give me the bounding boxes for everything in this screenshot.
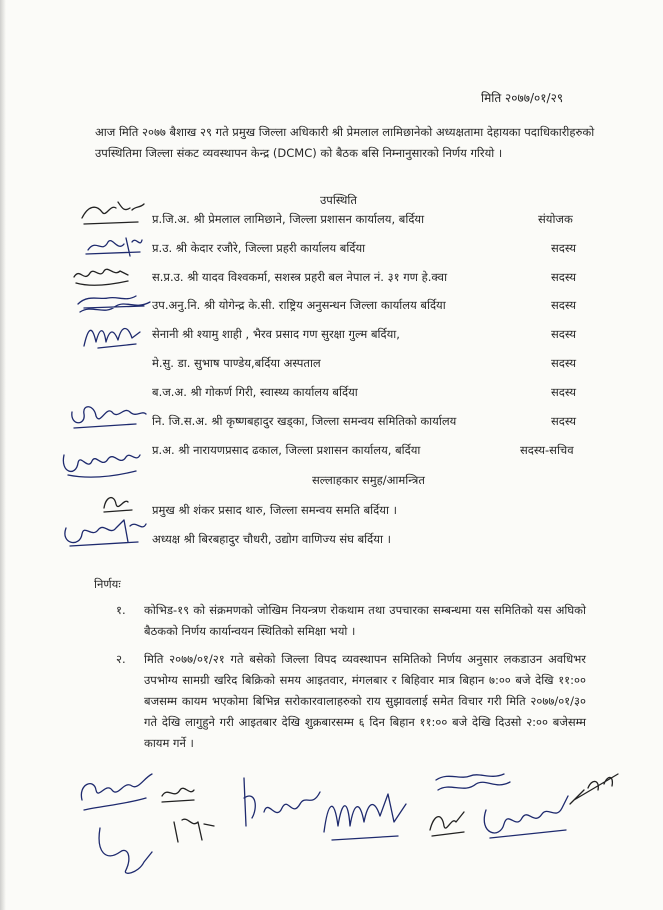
decision-item-1 [116, 600, 586, 642]
member-name-5: सेनानी श्री श्यामु शाही , भैरव प्रसाद गण सुरक्षा गुल्म बर्दिया, [152, 327, 400, 341]
invitee-1: प्रमुख श्री शंकर प्रसाद थारु, जिल्ला समन्वय समति बर्दिया । [152, 503, 397, 517]
member-name-1: प्र.जि.अ. श्री प्रेमलाल लामिछाने, जिल्ला प्रशासन कार्यालय, बर्दिया [152, 212, 425, 226]
signature-bottom-8 [424, 804, 472, 842]
member-name-3: स.प्र.उ. श्री यादव विश्वकर्मा, सशस्त्र प्रहरी बल नेपाल नं. ३१ गण हे.क्वा [152, 270, 448, 284]
member-role-6: सदस्य [551, 356, 577, 370]
member-name-9: प्र.अ. श्री नारायणप्रसाद ढकाल, जिल्ला प्रशासन कार्यालय, बर्दिया [152, 443, 421, 457]
signature-member-9 [58, 445, 144, 481]
advisory-heading: सल्लाहकार समुह/आमन्त्रित [312, 473, 425, 487]
member-role-1: संयोजक [538, 212, 573, 226]
decision-item-2 [116, 649, 586, 754]
signature-bottom-6 [318, 782, 414, 848]
signature-bottom-9 [476, 790, 576, 846]
signature-bottom-4 [92, 822, 162, 880]
signature-bottom-2 [158, 780, 198, 806]
document-date: मिति २०७७/०१/२९ [481, 91, 564, 105]
member-name-8: नि. जि.स.अ. श्री कृष्णबहादुर खड्का, जिल्ला समन्वय समितिको कार्यालय [152, 414, 457, 428]
signature-member-1 [78, 198, 148, 228]
signature-member-5 [78, 318, 146, 352]
signature-invitee-2 [58, 514, 150, 550]
signature-member-4 [74, 290, 154, 320]
signature-bottom-1 [76, 770, 160, 816]
signature-member-8 [66, 398, 150, 432]
member-name-7: ब.ज.अ. श्री गोकर्ण गिरी, स्वास्थ्य कार्यालय बर्दिया [152, 385, 358, 399]
signature-member-2 [84, 232, 144, 260]
decision-text-2: मिति २०७७/०१/२१ गते बसेको जिल्ला विपद व्यवस्थापन समितिको निर्णय अनुसार लकडाउन अवधिभर उपभोग्य सामग्री खरिद बिक्रिको समय आइतवार, मंगलबार र बिहिवार मात्र बिहान ७:०० बजे देखि ११:०० बजसम्म कायम भएकोमा बिभिन्न सरोकारवालाहरुको राय सुझावलाई समेत विचार गरी मिति २०७७/०१/३० गते देखि लागुहुने गरी आइतबार देखि शुक्रबारसम्म ६ दिन बिहान ११:०० बजे देखि दिउसो २:०० बजेसम्म कायम गर्ने । [144, 652, 586, 750]
attendance-heading: उपस्थिति [320, 193, 357, 207]
member-role-9: सदस्य-सचिव [520, 443, 574, 457]
signature-bottom-3 [168, 812, 218, 846]
member-role-2: सदस्य [551, 241, 577, 255]
signature-bottom-10 [564, 760, 624, 810]
member-role-3: सदस्य [551, 270, 577, 284]
member-role-7: सदस्य [551, 385, 577, 399]
signature-member-3 [70, 261, 132, 289]
invitee-2: अध्यक्ष श्री बिरबहादुर चौधरी, उद्योग वाणिज्य संघ बर्दिया । [152, 532, 391, 546]
member-name-6: मे.सु. डा. सुभाष पाण्डेय,बर्दिया अस्पताल [152, 356, 321, 370]
decision-number-2: २. [116, 652, 126, 666]
member-name-4: उप.अनु.नि. श्री योगेन्द्र के.सी. राष्ट्रिय अनुसन्धन जिल्ला कार्यालय बर्दिया [152, 298, 446, 312]
decisions-heading: निर्णयः [94, 577, 121, 591]
member-name-2: प्र.उ. श्री केदार रजौरे, जिल्ला प्रहरी कार्यालय बर्दिया [152, 241, 366, 255]
signature-bottom-5 [234, 768, 326, 834]
signature-invitee-1 [98, 490, 138, 516]
intro-paragraph: आज मिति २०७७ बैशाख २९ गते प्रमुख जिल्ला अधिकारी श्री प्रेमलाल लामिछानेको अध्यक्षतामा देहायका पदाधिकारीहरुको उपस्थितिमा जिल्ला संकट व्यवस्थापन केन्द्र (DCMC) को बैठक बसि निम्नानुसारको निर्णय गरियो । [95, 125, 595, 160]
member-role-5: सदस्य [551, 327, 577, 341]
decision-text-1: कोभिड-१९ को संक्रमणको जोखिम नियन्त्रण रोकथाम तथा उपचारका सम्बन्धमा यस समितिको यस अघिको बैठकको निर्णय कार्यान्वयन स्थितिको समिक्षा भयो । [144, 603, 586, 638]
member-role-4: सदस्य [551, 298, 577, 312]
member-role-8: सदस्य [551, 414, 577, 428]
scan-edge-shadow [0, 0, 6, 910]
decision-number-1: १. [116, 603, 126, 617]
